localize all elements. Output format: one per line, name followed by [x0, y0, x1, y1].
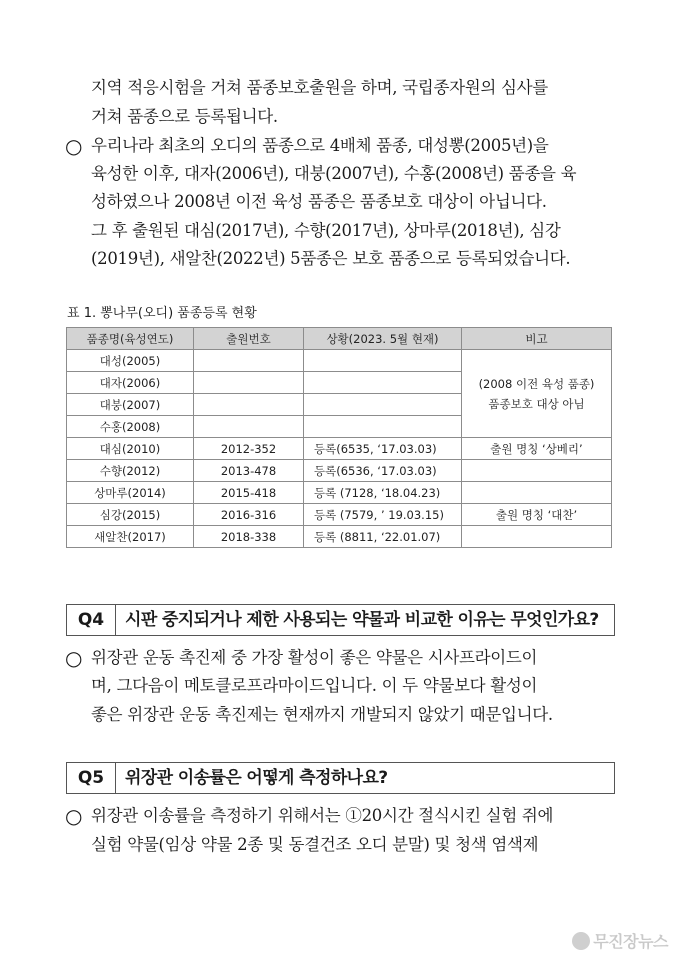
q5-bullet: ○ [65, 804, 83, 828]
q5-title: 위장관 이송률은 어떻게 측정하나요? [125, 768, 388, 788]
header-note: 비고 [462, 328, 612, 350]
q4-heading-box [66, 604, 615, 636]
mountain-logo-icon [572, 932, 590, 950]
cell-status: 등록 (7579, ’ 19.03.15) [304, 504, 462, 526]
cell-variety: 수향(2012) [67, 460, 194, 482]
intro-line-1: 지역 적응시험을 거쳐 품종보호출원을 하며, 국립종자원의 심사를 [91, 78, 548, 97]
table-row [67, 504, 612, 526]
cell-number: 2012-352 [194, 438, 304, 460]
cell-variety: 대붕(2007) [67, 394, 194, 416]
q4-bullet: ○ [65, 646, 83, 670]
cell-number [194, 394, 304, 416]
cell-status: 등록 (7128, ‘18.04.23) [304, 482, 462, 504]
merged-note-line-1: (2008 이전 육성 품종) [478, 376, 595, 391]
q5-line-1: 위장관 이송률을 측정하기 위해서는 ①20시간 절식시킨 실험 쥐에 [91, 806, 554, 825]
cell-number: 2015-418 [194, 482, 304, 504]
cell-note: 출원 명칭 ‘상베리’ [462, 438, 612, 460]
table-caption: 표 1. 뽕나무(오디) 품종등록 현황 [67, 306, 257, 321]
q4-title: 시판 중지되거나 제한 사용되는 약물과 비교한 이유는 무엇인가요? [125, 610, 599, 630]
merged-note-line-2: 품종보호 대상 아님 [488, 396, 585, 411]
header-application-number: 출원번호 [194, 328, 304, 350]
q5-line-2: 실험 약물(임상 약물 2종 및 동결건조 오디 분말) 및 청색 염색제 [91, 835, 539, 854]
table-row [67, 438, 612, 460]
variety-registration-table [66, 327, 612, 548]
para1-line-3: 성하였으나 2008년 이전 육성 품종은 품종보호 대상이 아닙니다. [91, 192, 547, 211]
q4-line-1: 위장관 운동 촉진제 중 가장 활성이 좋은 약물은 시사프라이드이 [91, 648, 538, 667]
para1-line-1: 우리나라 최초의 오디의 품종으로 4배체 품종, 대성뽕(2005년)을 [91, 136, 549, 155]
cell-status: 등록(6536, ‘17.03.03) [304, 460, 462, 482]
cell-variety: 대심(2010) [67, 438, 194, 460]
watermark-logo [572, 929, 668, 952]
cell-variety: 새알찬(2017) [67, 526, 194, 548]
cell-status [304, 372, 462, 394]
cell-status [304, 394, 462, 416]
para1-line-5: (2019년), 새알찬(2022년) 5품종은 보호 품종으로 등록되었습니다. [91, 249, 571, 268]
cell-variety: 상마루(2014) [67, 482, 194, 504]
cell-number [194, 372, 304, 394]
q4-line-3: 좋은 위장관 운동 촉진제는 현재까지 개발되지 않았기 때문입니다. [91, 705, 553, 724]
para1-bullet: ○ [65, 134, 83, 158]
cell-status: 등록 (8811, ‘22.01.07) [304, 526, 462, 548]
cell-note [462, 526, 612, 548]
cell-variety: 심강(2015) [67, 504, 194, 526]
table-header-row [67, 328, 612, 350]
cell-note [462, 460, 612, 482]
cell-number: 2016-316 [194, 504, 304, 526]
table-row [67, 482, 612, 504]
intro-line-2: 거쳐 품종으로 등록됩니다. [91, 107, 278, 126]
q5-number: Q5 [67, 763, 116, 793]
q4-number: Q4 [67, 605, 116, 635]
cell-number [194, 416, 304, 438]
cell-number [194, 350, 304, 372]
table-row [67, 526, 612, 548]
watermark-text: 무진장뉴스 [593, 932, 668, 951]
para1-line-4: 그 후 출원된 대심(2017년), 수향(2017년), 상마루(2018년), 심강 [91, 221, 561, 240]
cell-number: 2018-338 [194, 526, 304, 548]
cell-variety: 수홍(2008) [67, 416, 194, 438]
cell-note: 출원 명칭 ‘대찬’ [462, 504, 612, 526]
cell-number: 2013-478 [194, 460, 304, 482]
cell-variety: 대자(2006) [67, 372, 194, 394]
q4-line-2: 며, 그다음이 메토클로프라마이드입니다. 이 두 약물보다 활성이 [91, 676, 538, 695]
cell-merged-note [462, 350, 612, 438]
q5-heading-box [66, 762, 615, 794]
header-status: 상황(2023. 5월 현재) [304, 328, 462, 350]
table-row [67, 350, 612, 372]
header-variety: 품종명(육성연도) [67, 328, 194, 350]
cell-variety: 대성(2005) [67, 350, 194, 372]
cell-note [462, 482, 612, 504]
cell-status [304, 416, 462, 438]
table-row [67, 460, 612, 482]
para1-line-2: 육성한 이후, 대자(2006년), 대붕(2007년), 수홍(2008년) 품종을 육 [91, 164, 577, 183]
cell-status [304, 350, 462, 372]
cell-status: 등록(6535, ‘17.03.03) [304, 438, 462, 460]
